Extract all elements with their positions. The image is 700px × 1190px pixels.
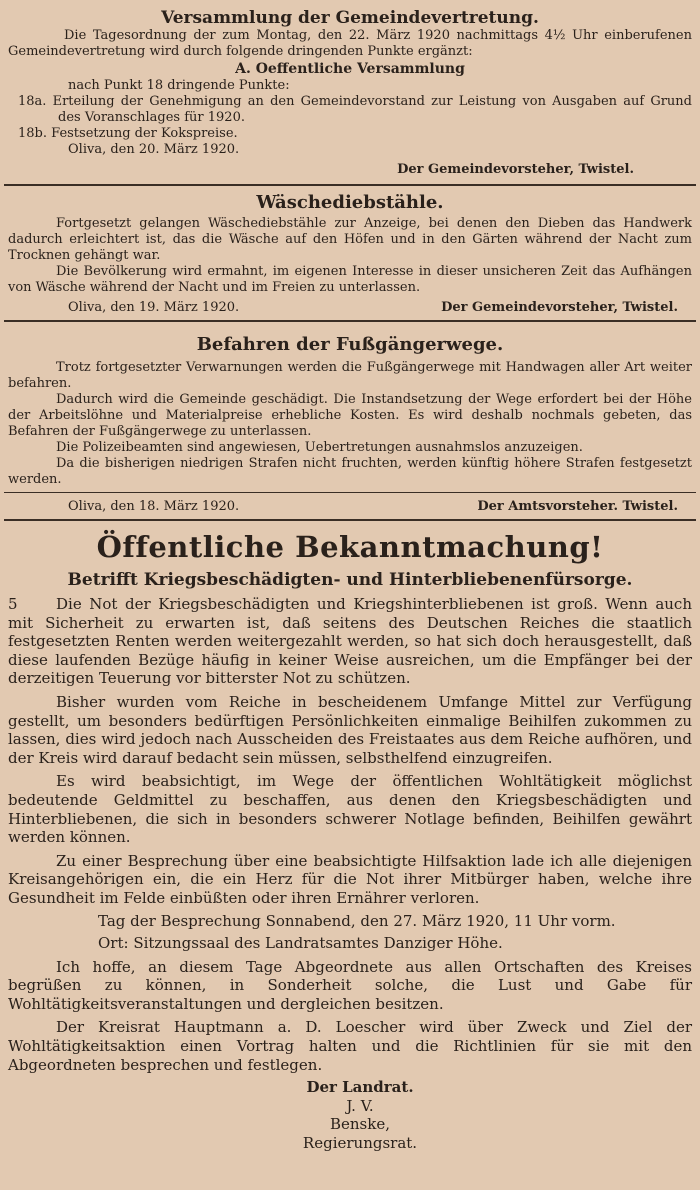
public-announcement-p5: Ich hoffe, an diesem Tage Abgeordnete aus allen Ortschaften des Kreises begrüßen zu können, in Sonderheit solche, die Lust und Gabe für Wohltätigkeitsveranstaltungen und dergleichen besitzen.: [8, 957, 692, 1013]
notice-footpaths-p4: Da die bisherigen niedrigen Strafen nicht fruchten, werden künftig höhere Strafen festgesetzt werden.: [8, 456, 692, 487]
notice-laundry-p2: Die Bevölkerung wird ermahnt, im eigenen Interesse in dieser unsicheren Zeit das Aufhängen von Wäsche während der Nacht und im Freien zu unterlassen.: [8, 264, 692, 295]
notice-footpaths-p3: Die Polizeibeamten sind angewiesen, Uebertretungen ausnahmslos anzuzeigen.: [56, 440, 583, 455]
public-announcement-p1: Die Not der Kriegsbeschädigten und Kriegshinterbliebenen ist groß. Wenn auch mit Sicherheit zu erwarten ist, daß seitens des Deutschen Reiches die staatlich festgesetzten Renten werden weitergezahlt werden, so hat sich doch herausgestellt, daß diese laufenden Bezüge häufig in keiner Weise ausreichen, um die Empfänger bei der derzeitigen Teuerung vor bitterster Not zu schützen.: [8, 595, 692, 688]
public-announcement: [8, 521, 692, 1153]
public-announcement-title: Öffentliche Bekanntmachung!: [96, 530, 604, 564]
notice-assembly-title: Versammlung der Gemeindevertretung.: [161, 8, 539, 28]
public-announcement-body: [8, 595, 692, 1074]
notice-footpaths-title: Befahren der Fußgängerwege.: [196, 334, 504, 355]
public-announcement-subtitle: Betrifft Kriegsbeschädigten- und Hinterbliebenenfürsorge.: [67, 570, 633, 590]
notice-laundry-date: Oliva, den 19. März 1920.: [68, 300, 240, 315]
notice-footpaths-signature: Der Amtsvorsteher. Twistel.: [477, 499, 678, 514]
signature-title: Der Landrat.: [306, 1078, 414, 1097]
notice-assembly-date: Oliva, den 20. März 1920.: [68, 142, 240, 157]
notice-assembly-lead: nach Punkt 18 dringende Punkte:: [68, 78, 290, 93]
signature-iv: J. V.: [346, 1096, 374, 1115]
notice-laundry-signature: Der Gemeindevorsteher, Twistel.: [441, 300, 678, 315]
notice-laundry-footer: [8, 296, 692, 316]
notice-footpaths-footer: [8, 493, 692, 515]
notice-footpaths: [8, 322, 692, 515]
public-announcement-p2: Bisher wurden vom Reiche in bescheidenem Umfange Mittel zur Verfügung gestellt, um besonders bedürftigen Persönlichkeiten einmalige Beihilfen zukommen zu lassen, dies wird jedoch nach Ausscheiden des Freistaates aus dem Reiche aufhören, und der Kreis wird darauf bedacht sein müssen, selbsthelfend einzugreifen.: [8, 692, 692, 767]
notice-assembly-subtitle: A. Oeffentliche Versammlung: [235, 61, 465, 77]
meeting-day: Tag der Besprechung Sonnabend, den 27. März 1920, 11 Uhr vorm.: [98, 911, 616, 930]
notice-assembly-item-b: 18b. Festsetzung der Kokspreise.: [18, 126, 238, 141]
public-announcement-p4: Zu einer Besprechung über eine beabsichtigte Hilfsaktion lade ich alle diejenigen Kreisangehörigen ein, die ein Herz für die Not ihrer Mitbürger haben, welche ihre Gesundheit im Felde einbüßten oder ihren Ernährer verloren.: [8, 851, 692, 907]
notice-assembly-signature: Der Gemeindevorsteher, Twistel.: [397, 162, 634, 177]
notice-laundry-theft: [8, 186, 692, 316]
notice-footpaths-p1: Trotz fortgesetzter Verwarnungen werden die Fußgängerwege mit Handwagen aller Art weiter befahren.: [8, 360, 692, 391]
notice-assembly: [8, 0, 692, 178]
notice-assembly-item-a: 18a. Erteilung der Genehmigung an den Gemeindevorstand zur Leistung von Ausgaben auf Grund des Voranschlages für 1920.: [18, 94, 692, 125]
public-announcement-p3: Es wird beabsichtigt, im Wege der öffentlichen Wohltätigkeit möglichst bedeutende Geldmittel zu beschaffen, aus denen den Kriegsbeschädigten und Hinterbliebenen, die sich in besonders schwerer Notlage befinden, Beihilfen gewährt werden können.: [8, 772, 692, 847]
notice-laundry-p1: Fortgesetzt gelangen Wäschediebstähle zur Anzeige, bei denen den Dieben das Handwerk dadurch erleichtert ist, das die Wäsche auf den Höfen und in den Gärten während der Nacht zum Trocknen gehängt war.: [8, 216, 692, 263]
notice-footpaths-date: Oliva, den 18. März 1920.: [68, 499, 240, 514]
meeting-place: Ort: Sitzungssaal des Landratsamtes Danziger Höhe.: [98, 934, 503, 953]
notice-laundry-title: Wäschediebstähle.: [256, 192, 444, 213]
column-marker: 5: [8, 595, 18, 613]
notice-footpaths-p2: Dadurch wird die Gemeinde geschädigt. Die Instandsetzung der Wege erfordert bei der Höhe der Arbeitslöhne und Materialpreise erhebliche Kosten. Es wird deshalb nochmals gebeten, das Befahren der Fußgängerwege zu unterlassen.: [8, 392, 692, 439]
signature-name: Benske,: [330, 1115, 390, 1134]
landrat-signature: [8, 1078, 692, 1152]
signature-role: Regierungsrat.: [302, 1134, 418, 1153]
notice-assembly-intro: Die Tagesordnung der zum Montag, den 22. März 1920 nachmittags 4½ Uhr einberufenen Gemeindevertretung wird durch folgende dringenden Punkte ergänzt:: [8, 28, 692, 59]
public-announcement-p6: Der Kreisrat Hauptmann a. D. Loescher wird über Zweck und Ziel der Wohltätigkeitsaktion einen Vortrag halten und die Richtlinien für sie mit den Abgeordneten besprechen und festlegen.: [8, 1018, 692, 1074]
